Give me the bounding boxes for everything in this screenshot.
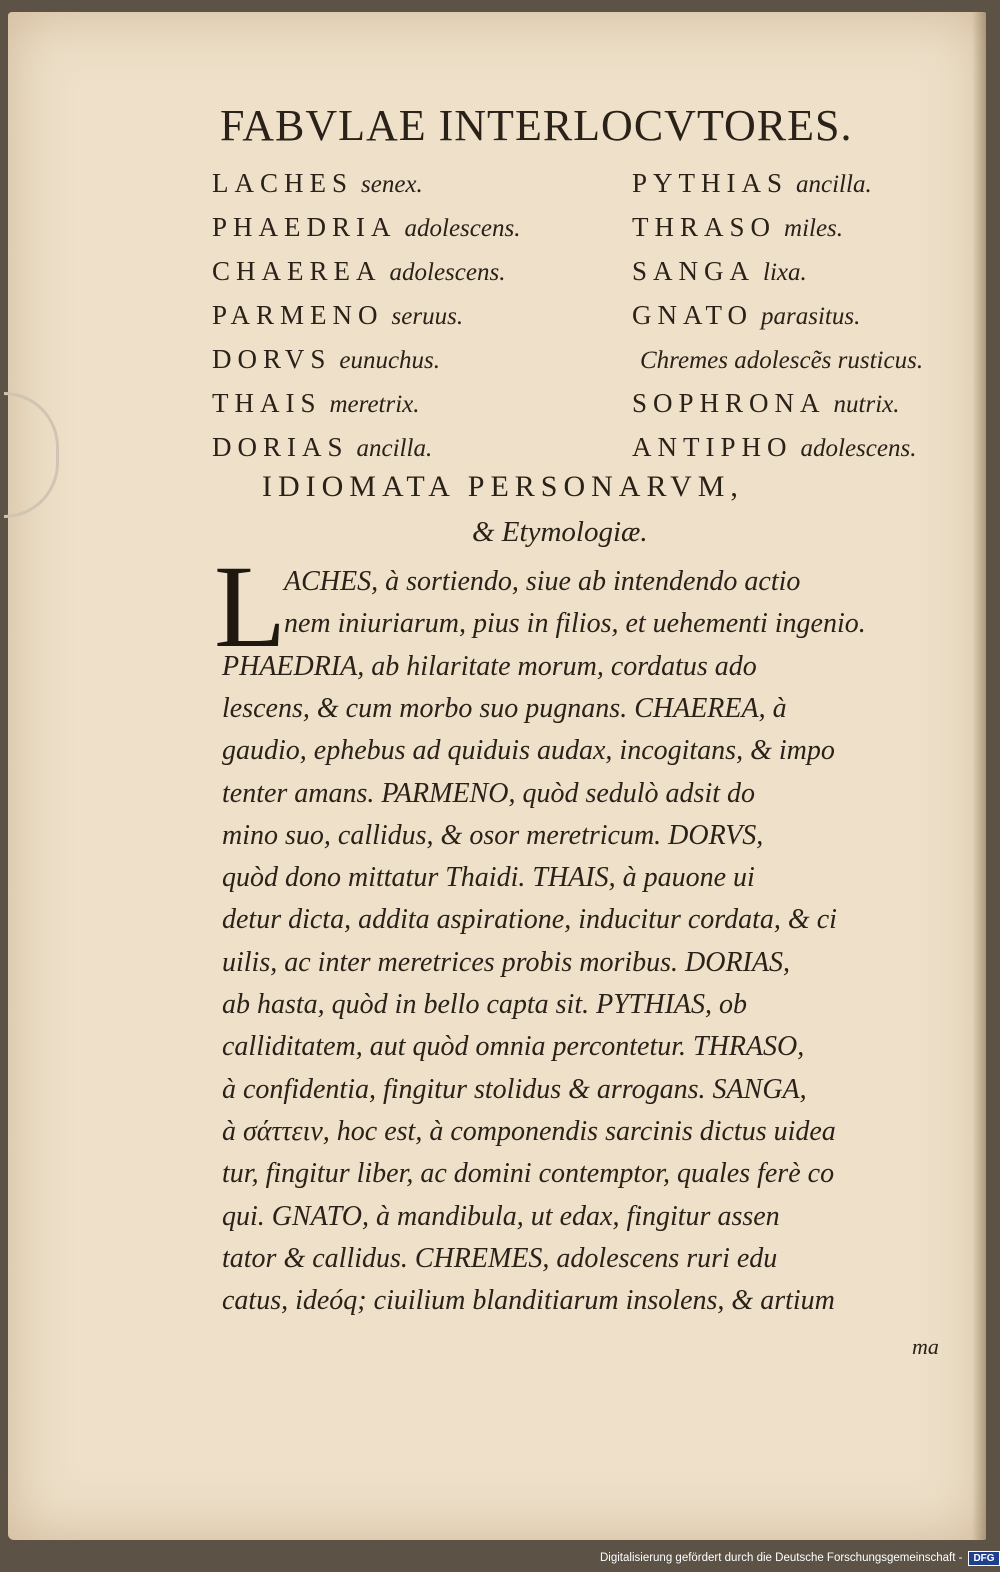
digitization-footer <box>600 1546 995 1570</box>
drop-cap: L <box>214 541 287 672</box>
cast-entry <box>212 212 632 255</box>
character-name: DORVS <box>212 344 332 374</box>
cast-entry <box>632 388 962 431</box>
text-line: tur, fingitur liber, ac domini contemptor, quales ferè co <box>222 1158 835 1190</box>
cast-entry <box>632 344 962 387</box>
page-clip <box>4 392 59 518</box>
character-name: THRASO <box>632 212 777 242</box>
character-name: PYTHIAS <box>632 168 789 198</box>
character-name: PARMENO <box>212 300 384 330</box>
text-line: nem iniuriarum, pius in filios, et uehementi ingenio. <box>284 608 866 640</box>
character-role: parasitus. <box>761 303 861 330</box>
dfg-logo: DFG <box>968 1551 999 1566</box>
character-role: seruus. <box>391 303 464 330</box>
cast-list <box>212 168 962 475</box>
character-name: PHAEDRIA <box>212 212 397 242</box>
character-name: SANGA <box>632 256 756 286</box>
text-line: PHAEDRIA, ab hilaritate morum, cordatus ado <box>222 650 757 682</box>
character-role: nutrix. <box>833 391 900 418</box>
cast-entry <box>212 344 632 387</box>
character-role: Chremes adolescẽs rusticus. <box>640 347 924 374</box>
character-role: ancilla. <box>796 171 872 198</box>
footer-text: Digitalisierung gefördert durch die Deutsche Forschungsgemeinschaft - <box>600 1552 963 1564</box>
text-line: lescens, & cum morbo suo pugnans. CHAEREA, à <box>222 692 787 724</box>
character-role: miles. <box>784 215 844 242</box>
character-role: adolescens. <box>404 215 521 242</box>
text-line: calliditatem, aut quòd omnia percontetur. THRASO, <box>222 1031 805 1063</box>
text-line: tenter amans. PARMENO, quòd sedulò adsit do <box>222 777 756 809</box>
character-role: meretrix. <box>329 391 420 418</box>
character-name: SOPHRONA <box>632 388 826 418</box>
cast-entry <box>632 256 962 299</box>
character-role: ancilla. <box>356 435 433 462</box>
text-line: quòd dono mittatur Thaidi. THAIS, à pauone ui <box>222 862 755 894</box>
cast-entry <box>212 168 632 211</box>
text-line: à confidentia, fingitur stolidus & arrogans. SANGA, <box>222 1073 807 1105</box>
character-role: lixa. <box>763 259 807 286</box>
text-line: mino suo, callidus, & osor meretricum. DORVS, <box>222 819 764 851</box>
page-edge <box>972 12 986 1540</box>
text-line: catus, ideóq; ciuilium blanditiarum insolens, & artium <box>222 1285 835 1317</box>
character-role: adolescens. <box>800 435 917 462</box>
text-line: à σάττειν, hoc est, à componendis sarcinis dictus uidea <box>222 1115 836 1147</box>
page-heading: FABVLAE INTERLOCVTORES. <box>220 101 853 150</box>
character-role: adolescens. <box>389 259 506 286</box>
character-name: THAIS <box>212 388 322 418</box>
cast-entry <box>632 212 962 255</box>
cast-entry <box>632 432 962 475</box>
text-line: ab hasta, quòd in bello capta sit. PYTHIAS, ob <box>222 989 747 1020</box>
character-role: senex. <box>361 171 423 198</box>
text-line: ACHES, à sortiendo, siue ab intendendo actio <box>284 566 801 597</box>
cast-entry <box>212 432 632 475</box>
cast-entry <box>212 388 632 431</box>
character-name: GNATO <box>632 300 754 330</box>
character-name: LACHES <box>212 168 354 198</box>
cast-entry <box>632 300 962 343</box>
character-role: eunuchus. <box>339 347 441 374</box>
cast-entry <box>212 300 632 343</box>
catchword: ma <box>912 1334 939 1359</box>
text-line: qui. GNATO, à mandibula, ut edax, fingitur assen <box>222 1200 780 1232</box>
cast-entry <box>632 168 962 211</box>
character-name: CHAEREA <box>212 256 382 286</box>
section-subheading: & Etymologiæ. <box>472 516 648 548</box>
text-line: tator & callidus. CHREMES, adolescens ruri edu <box>222 1242 778 1274</box>
character-name: ANTIPHO <box>632 432 793 462</box>
character-name: DORIAS <box>212 432 349 462</box>
text-line: uilis, ac inter meretrices probis moribus. DORIAS, <box>222 946 790 978</box>
text-line: gaudio, ephebus ad quiduis audax, incogitans, & impo <box>222 735 835 767</box>
cast-entry <box>212 256 632 299</box>
text-line: detur dicta, addita aspiratione, inducitur cordata, & ci <box>222 904 837 936</box>
section-heading: IDIOMATA PERSONARVM, <box>262 470 744 503</box>
